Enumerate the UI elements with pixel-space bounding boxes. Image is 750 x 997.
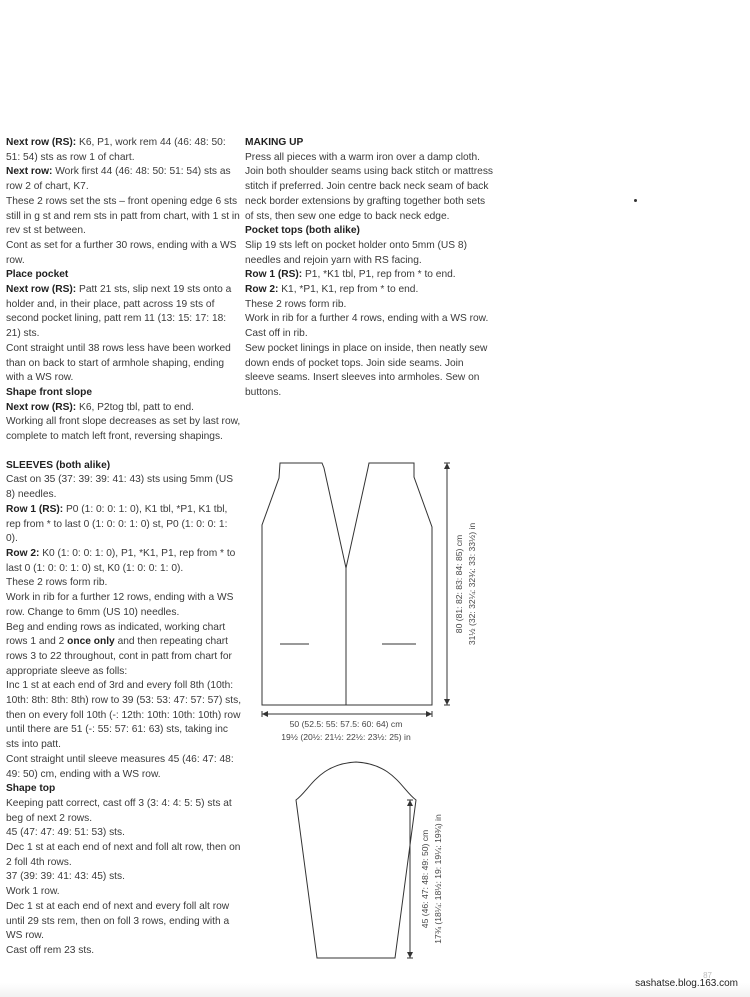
instruction-text: Work in rib for a further 12 rows, ending with a WS row. Change to 6mm (US 10) needles. xyxy=(6,592,234,618)
instruction-text: Cont as set for a further 30 rows, ending with a WS row. xyxy=(6,239,237,266)
vest-height-in-label: 31½ (32: 32¼: 32¾: 33: 33½) in xyxy=(467,522,477,646)
instruction-text: P0 (1: 0: 0: 1: 0), K1 tbl, *P1, K1 tbl, rep from * to last 0 (1: 0: 0: 1: 0) st, P0 (1: 0: 0: 1: 0). xyxy=(6,503,228,545)
instruction-text: These 2 rows set the sts – front opening edge 6 sts still in g st and rem sts in patt from chart, with 1 st in rev st st between. xyxy=(6,195,240,237)
instruction-text: These 2 rows form rib. xyxy=(245,298,347,310)
row-label: Next row (RS): xyxy=(6,137,77,148)
scan-speck xyxy=(634,199,637,202)
vest-width-cm-label: 50 (52.5: 55: 57.5: 60: 64) cm xyxy=(289,719,403,729)
instruction-text: Inc 1 st at each end of 3rd and every foll 8th (10th: 10th: 8th: 8th: 8th) row to 39 (53: 53: 47: 57: 57) sts, then on every foll 10th (-: 12th: 10th: 10th: 10th) row until there are 51 (-: 55: 57: 61: 63) sts, taking inc sts into patt. xyxy=(6,680,242,751)
vest-outline xyxy=(262,463,432,705)
row-label: Row 1 (RS): xyxy=(245,269,303,281)
instruction-text: Cast off rem 23 sts. xyxy=(6,944,95,956)
section-heading: SLEEVES (both alike) xyxy=(6,459,111,471)
instruction-text: Work in rib for a further 4 rows, ending with a WS row. Cast off in rib. xyxy=(245,313,489,340)
instruction-text: K6, P1, work rem 44 (46: 48: 50: 51: 54) sts as row 1 of chart. xyxy=(6,137,226,163)
instruction-text: Dec 1 st at each end of next and every foll alt row until 29 sts rem, then on foll 3 rows, ending with a WS row. xyxy=(6,900,230,942)
section-heading: Pocket tops (both alike) xyxy=(245,225,360,237)
instruction-text: Keeping patt correct, cast off 3 (3: 4: 4: 5: 5) sts at beg of next 2 rows. xyxy=(6,797,232,824)
instruction-text: Work 1 row. xyxy=(6,886,60,898)
row-label: Next row (RS): xyxy=(6,284,77,296)
instruction-text: 45 (47: 47: 49: 51: 53) sts. xyxy=(6,827,125,839)
row-label: Row 1 (RS): xyxy=(6,503,64,515)
watermark: sashatse.blog.163.com xyxy=(635,978,738,989)
section-heading: MAKING UP xyxy=(245,137,304,148)
sleeve-outline xyxy=(296,762,416,958)
instruction-text: Beg and ending rows as indicated, working chart rows 1 and 2 xyxy=(6,621,226,648)
row-label: Next row (RS): xyxy=(6,401,77,413)
instruction-text: Cont straight until 38 rows less have been worked than on back to start of armhole shaping, ending with a WS row. xyxy=(6,342,231,384)
instruction-text: P1, *K1 tbl, P1, rep from * to end. xyxy=(302,269,456,281)
instruction-text: Working all front slope decreases as set by last row, complete to match left front, reversing shapings. xyxy=(6,416,241,443)
instruction-text: These 2 rows form rib. xyxy=(6,577,108,589)
vest-width-in-label: 19½ (20½: 21½: 22½: 23½: 25) in xyxy=(281,732,411,742)
section-heading: Place pocket xyxy=(6,269,69,281)
instruction-text: Join both shoulder seams using back stitch or mattress stitch if preferred. Join centre back neck seam of back neck border extensions by grafting together both sets of sts, then sew one edge to back neck edge. xyxy=(245,166,494,222)
instruction-text: Sew pocket linings in place on inside, then neatly sew down ends of pocket tops. Join side seams. Join sleeve seams. Insert sleeves into armholes. Sew on buttons. xyxy=(245,342,488,398)
section-heading: Shape top xyxy=(6,783,56,795)
instruction-text: Dec 1 st at each end of next and foll alt row, then on 2 foll 4th rows. xyxy=(6,842,241,868)
sleeve-length-cm-label: 45 (46: 47: 48: 49: 50) cm xyxy=(420,829,430,929)
instruction-text: Cast on 35 (37: 39: 39: 41: 43) sts using 5mm (US 8) needles. xyxy=(6,474,234,501)
instruction-text: K6, P2tog tbl, patt to end. xyxy=(76,401,194,413)
sleeve-length-in-label: 17¾ (18¼: 18½: 19: 19¼: 19¾) in xyxy=(433,814,443,944)
instruction-text: K0 (1: 0: 0: 1: 0), P1, *K1, P1, rep from * to last 0 (1: 0: 0: 1: 0) st, K0 (1: 0: 0: 1: 0). xyxy=(6,547,236,574)
instruction-text: Slip 19 sts left on pocket holder onto 5mm (US 8) needles and rejoin yarn with RS facing. xyxy=(245,239,467,266)
section-heading: Shape front slope xyxy=(6,386,93,398)
row-label: Next row: xyxy=(6,166,53,178)
page-number: 87 xyxy=(703,971,712,980)
instruction-text: Cont straight until sleeve measures 45 (46: 47: 48: 49: 50) cm, ending with a WS row. xyxy=(6,753,234,780)
instruction-text: Press all pieces with a warm iron over a damp cloth. xyxy=(245,151,480,163)
instruction-text: 37 (39: 39: 41: 43: 45) sts. xyxy=(6,871,125,883)
instruction-text: Work first 44 (46: 48: 50: 51: 54) sts as row 2 of chart, K7. xyxy=(6,166,231,193)
instruction-text: K1, *P1, K1, rep from * to end. xyxy=(278,284,419,296)
instruction-text: Patt 21 sts, slip next 19 sts onto a holder and, in their place, patt across 19 sts of second pocket lining, patt rem 11 (13: 15: 17: 18: 21) sts. xyxy=(6,284,232,340)
vest-height-cm-label: 80 (81: 82: 83: 84: 85) cm xyxy=(454,534,464,634)
emphasis-text: once only xyxy=(67,636,115,648)
row-label: Row 2: xyxy=(245,284,279,296)
row-label: Row 2: xyxy=(6,547,40,559)
instruction-text: and then repeating chart rows 3 to 22 throughout, cont in patt from chart for appropriate sleeve as folls: xyxy=(6,636,232,677)
